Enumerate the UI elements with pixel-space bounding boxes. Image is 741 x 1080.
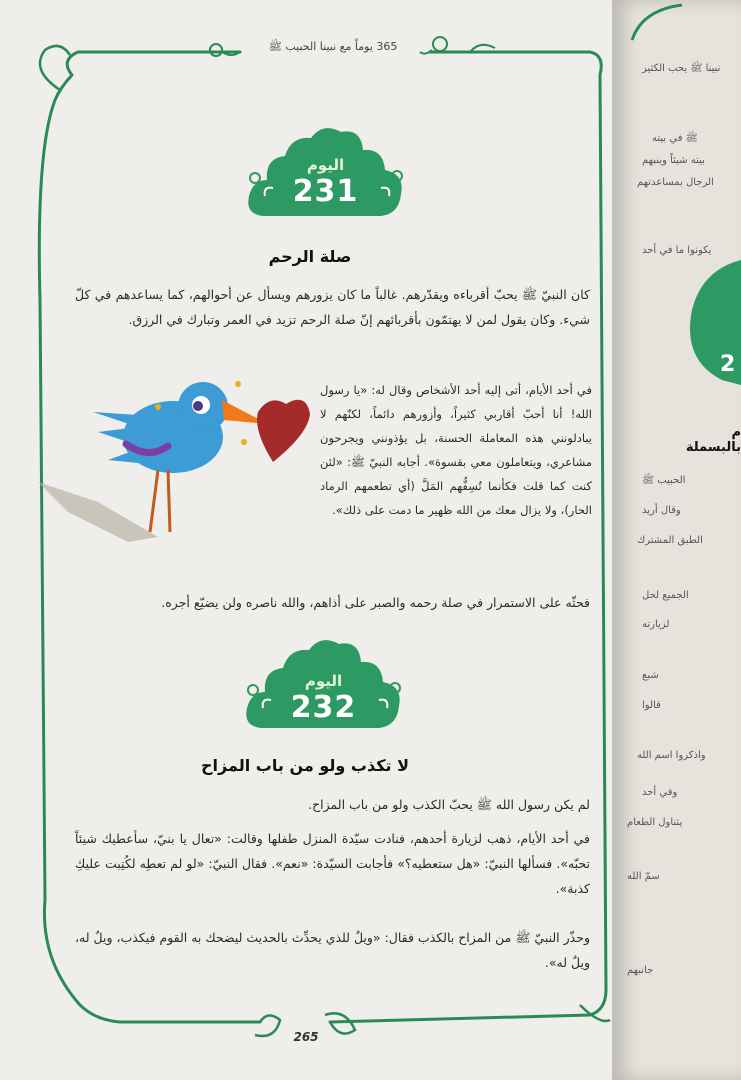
next-page-line: قالوا (642, 700, 661, 711)
paragraph-231-1: كان النبيّ ﷺ يحبّ أقرباءه ويقدّرهم. غالباً ما كان يزورهم ويسأل عن أحوالهم، كما يساعدهم في كلّ شيء. وكان يقول لمن لا يهتمّون بأقربائهم إنّ صلة الرحم تزيد في العمر وتبارك في الرزق. (75, 287, 590, 327)
next-page-edge (612, 0, 741, 1080)
section-title-231: صلة الرحم (268, 247, 352, 266)
page-number: 265 (293, 1030, 319, 1044)
next-page-line: وقال أريد (642, 505, 681, 516)
next-page-line: وفي أحد (642, 787, 678, 798)
day-badge-232 (241, 630, 406, 735)
paragraph-232-1: لم يكن رسول الله ﷺ يحبّ الكذب ولو من باب المزاح. (308, 797, 590, 812)
bird-illustration (38, 372, 328, 552)
running-head: 365 يوماً مع نبينا الحبيب ﷺ (268, 40, 398, 53)
next-page-line: بيته شيئاً وينبهم (642, 155, 705, 166)
paragraph-232-3: وحذّر النبيّ ﷺ من المزاح بالكذب فقال: «ويلٌ للذي يحدِّث بالحديث ليضحك به القوم فيكذب، ويلٌ له، ويلٌ له». (75, 930, 590, 970)
paragraph-232-2: في أحد الأيام، ذهب لزيارة أحدهم، فنادت سيّدة المنزل طفلها وقالت: «تعال يا بنيّ، سأعطيك شيئاً تحبّه». فسألها النبيّ: «هل ستعطيه؟» فأجابت السيّدة: «نعم». فقال النبيّ: «لو لم تعطِه لكُتِبت عليكِ كذبة». (75, 831, 590, 896)
badge-word: اليوم (306, 156, 345, 174)
day-badge-231 (243, 118, 408, 223)
next-page-badge-fragment: 2 (720, 352, 736, 377)
next-page-line: شبع (642, 670, 659, 681)
next-page-line: الرجال بمساعدتهم (637, 177, 714, 188)
next-page-line: الحبيب ﷺ (642, 475, 686, 486)
next-page-line: يكونوا ما في أحد (642, 245, 712, 256)
paragraph-231-2: في أحد الأيام، أتى إليه أحد الأشخاص وقال له: «يا رسول الله! أنا أحبّ أقاربي كثيراً، وأزورهم دائماً، لكنّهم لا يبادلونني هذه المعاملة الحسنة، بل يؤذونني ويجرحون مشاعري، ويتعاملون معي بقسوة». أجابه النبيّ ﷺ: «لئن كنت كما قلت فكأنما تُسِفُّهم المَلَّ (أي تطعمهم الرماد الحار)، ولا يزال معك من الله ظهير ما دمت على ذلك». (320, 383, 592, 517)
next-page-line: جانبهم (627, 965, 654, 976)
next-page-title-fragment: م بالبسملة (685, 425, 741, 455)
paragraph-231-3: فحثّه على الاستمرار في صلة رحمه والصبر على أذاهم، والله ناصره ولن يضيّع أجره. (161, 595, 590, 610)
next-page-line: ﷺ في بيته (652, 133, 698, 144)
badge-number: 232 (290, 690, 357, 725)
badge-number: 231 (292, 174, 359, 209)
badge-word: اليوم (304, 672, 343, 690)
next-page-line: لزيارته (642, 619, 670, 630)
next-page-line: نبينا ﷺ يحب الكثير (642, 63, 721, 74)
next-page-line: واذكروا اسم الله (637, 750, 706, 761)
next-page-line: الجميع لحل (642, 590, 689, 601)
next-page-line: الطبق المشترك (637, 535, 703, 546)
section-title-232: لا تكذب ولو من باب المزاح (201, 756, 409, 775)
next-page-line: سمّ الله (627, 871, 660, 882)
next-page-line: يتناول الطعام (627, 817, 683, 828)
